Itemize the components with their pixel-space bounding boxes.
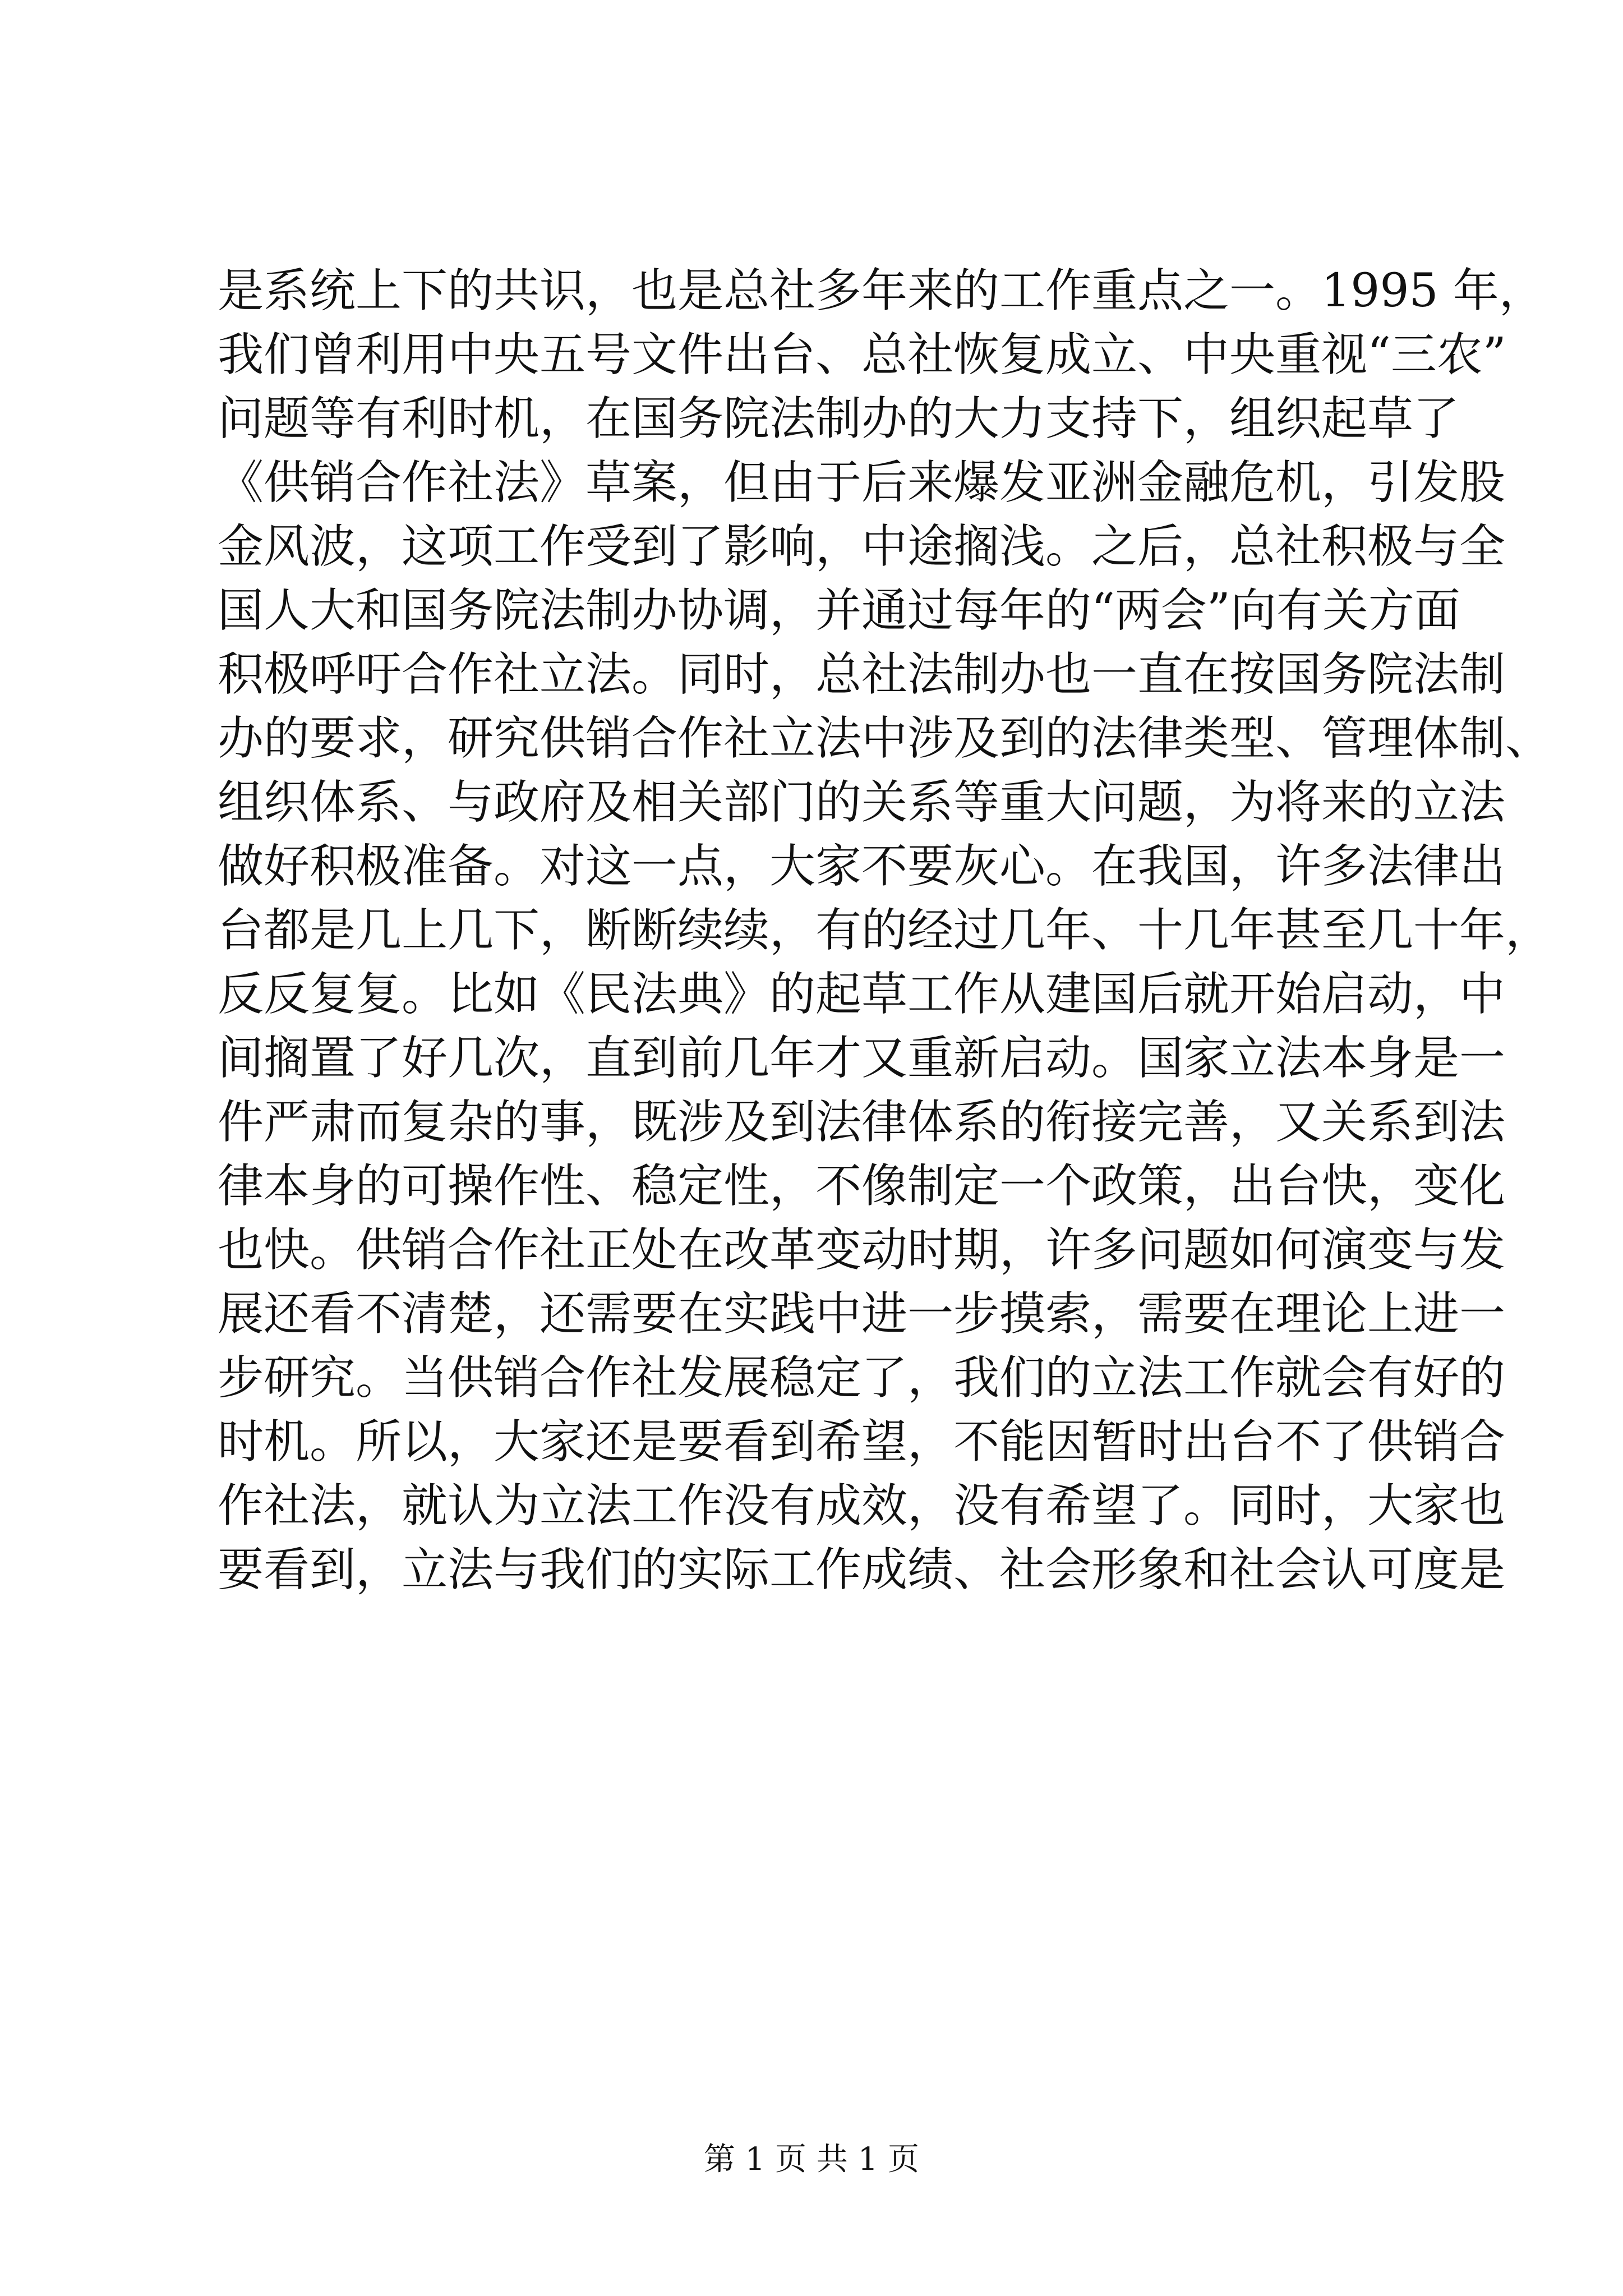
body-text xyxy=(218,259,1552,1602)
text-line: 问题等有利时机，在国务院法制办的大力支持下，组织起草了 xyxy=(218,392,1460,445)
text-line: 律本身的可操作性、稳定性，不像制定一个政策，出台快，变化 xyxy=(218,1159,1506,1213)
text-line: 步研究。当供销合作社发展稳定了，我们的立法工作就会有好的 xyxy=(218,1351,1506,1405)
text-line: 组织体系、与政府及相关部门的关系等重大问题，为将来的立法 xyxy=(218,776,1506,829)
text-line: 台都是几上几下，断断续续，有的经过几年、十几年甚至几十年， xyxy=(218,904,1552,957)
page-footer: 第 1 页 共 1 页 xyxy=(703,2141,920,2178)
text-line: 反反复复。比如《民法典》的起草工作从建国后就开始启动，中 xyxy=(218,968,1506,1021)
text-line: 我们曾利用中央五号文件出台、总社恢复成立、中央重视“三农” xyxy=(218,328,1506,381)
text-line: 做好积极准备。对这一点，大家不要灰心。在我国，许多法律出 xyxy=(218,840,1506,893)
text-line: 办的要求，研究供销合作社立法中涉及到的法律类型、管理体制、 xyxy=(218,712,1552,765)
text-line: 时机。所以，大家还是要看到希望，不能因暂时出台不了供销合 xyxy=(218,1415,1506,1469)
text-line: 《供销合作社法》草案，但由于后来爆发亚洲金融危机，引发股 xyxy=(218,456,1506,509)
text-line: 件严肃而复杂的事，既涉及到法律体系的衔接完善，又关系到法 xyxy=(218,1096,1506,1149)
text-line: 金风波，这项工作受到了影响，中途搁浅。之后，总社积极与全 xyxy=(218,520,1506,573)
text-line: 要看到，立法与我们的实际工作成绩、社会形象和社会认可度是 xyxy=(218,1543,1506,1596)
text-line: 间搁置了好几次，直到前几年才又重新启动。国家立法本身是一 xyxy=(218,1032,1506,1085)
text-line: 国人大和国务院法制办协调，并通过每年的“两会”向有关方面 xyxy=(218,584,1460,637)
text-line: 展还看不清楚，还需要在实践中进一步摸索，需要在理论上进一 xyxy=(218,1287,1506,1341)
text-line: 是系统上下的共识，也是总社多年来的工作重点之一。1995 年， xyxy=(218,264,1545,318)
text-line: 也快。供销合作社正处在改革变动时期，许多问题如何演变与发 xyxy=(218,1223,1506,1277)
text-line: 积极呼吁合作社立法。同时，总社法制办也一直在按国务院法制 xyxy=(218,648,1506,701)
text-line: 作社法，就认为立法工作没有成效，没有希望了。同时，大家也 xyxy=(218,1479,1506,1533)
